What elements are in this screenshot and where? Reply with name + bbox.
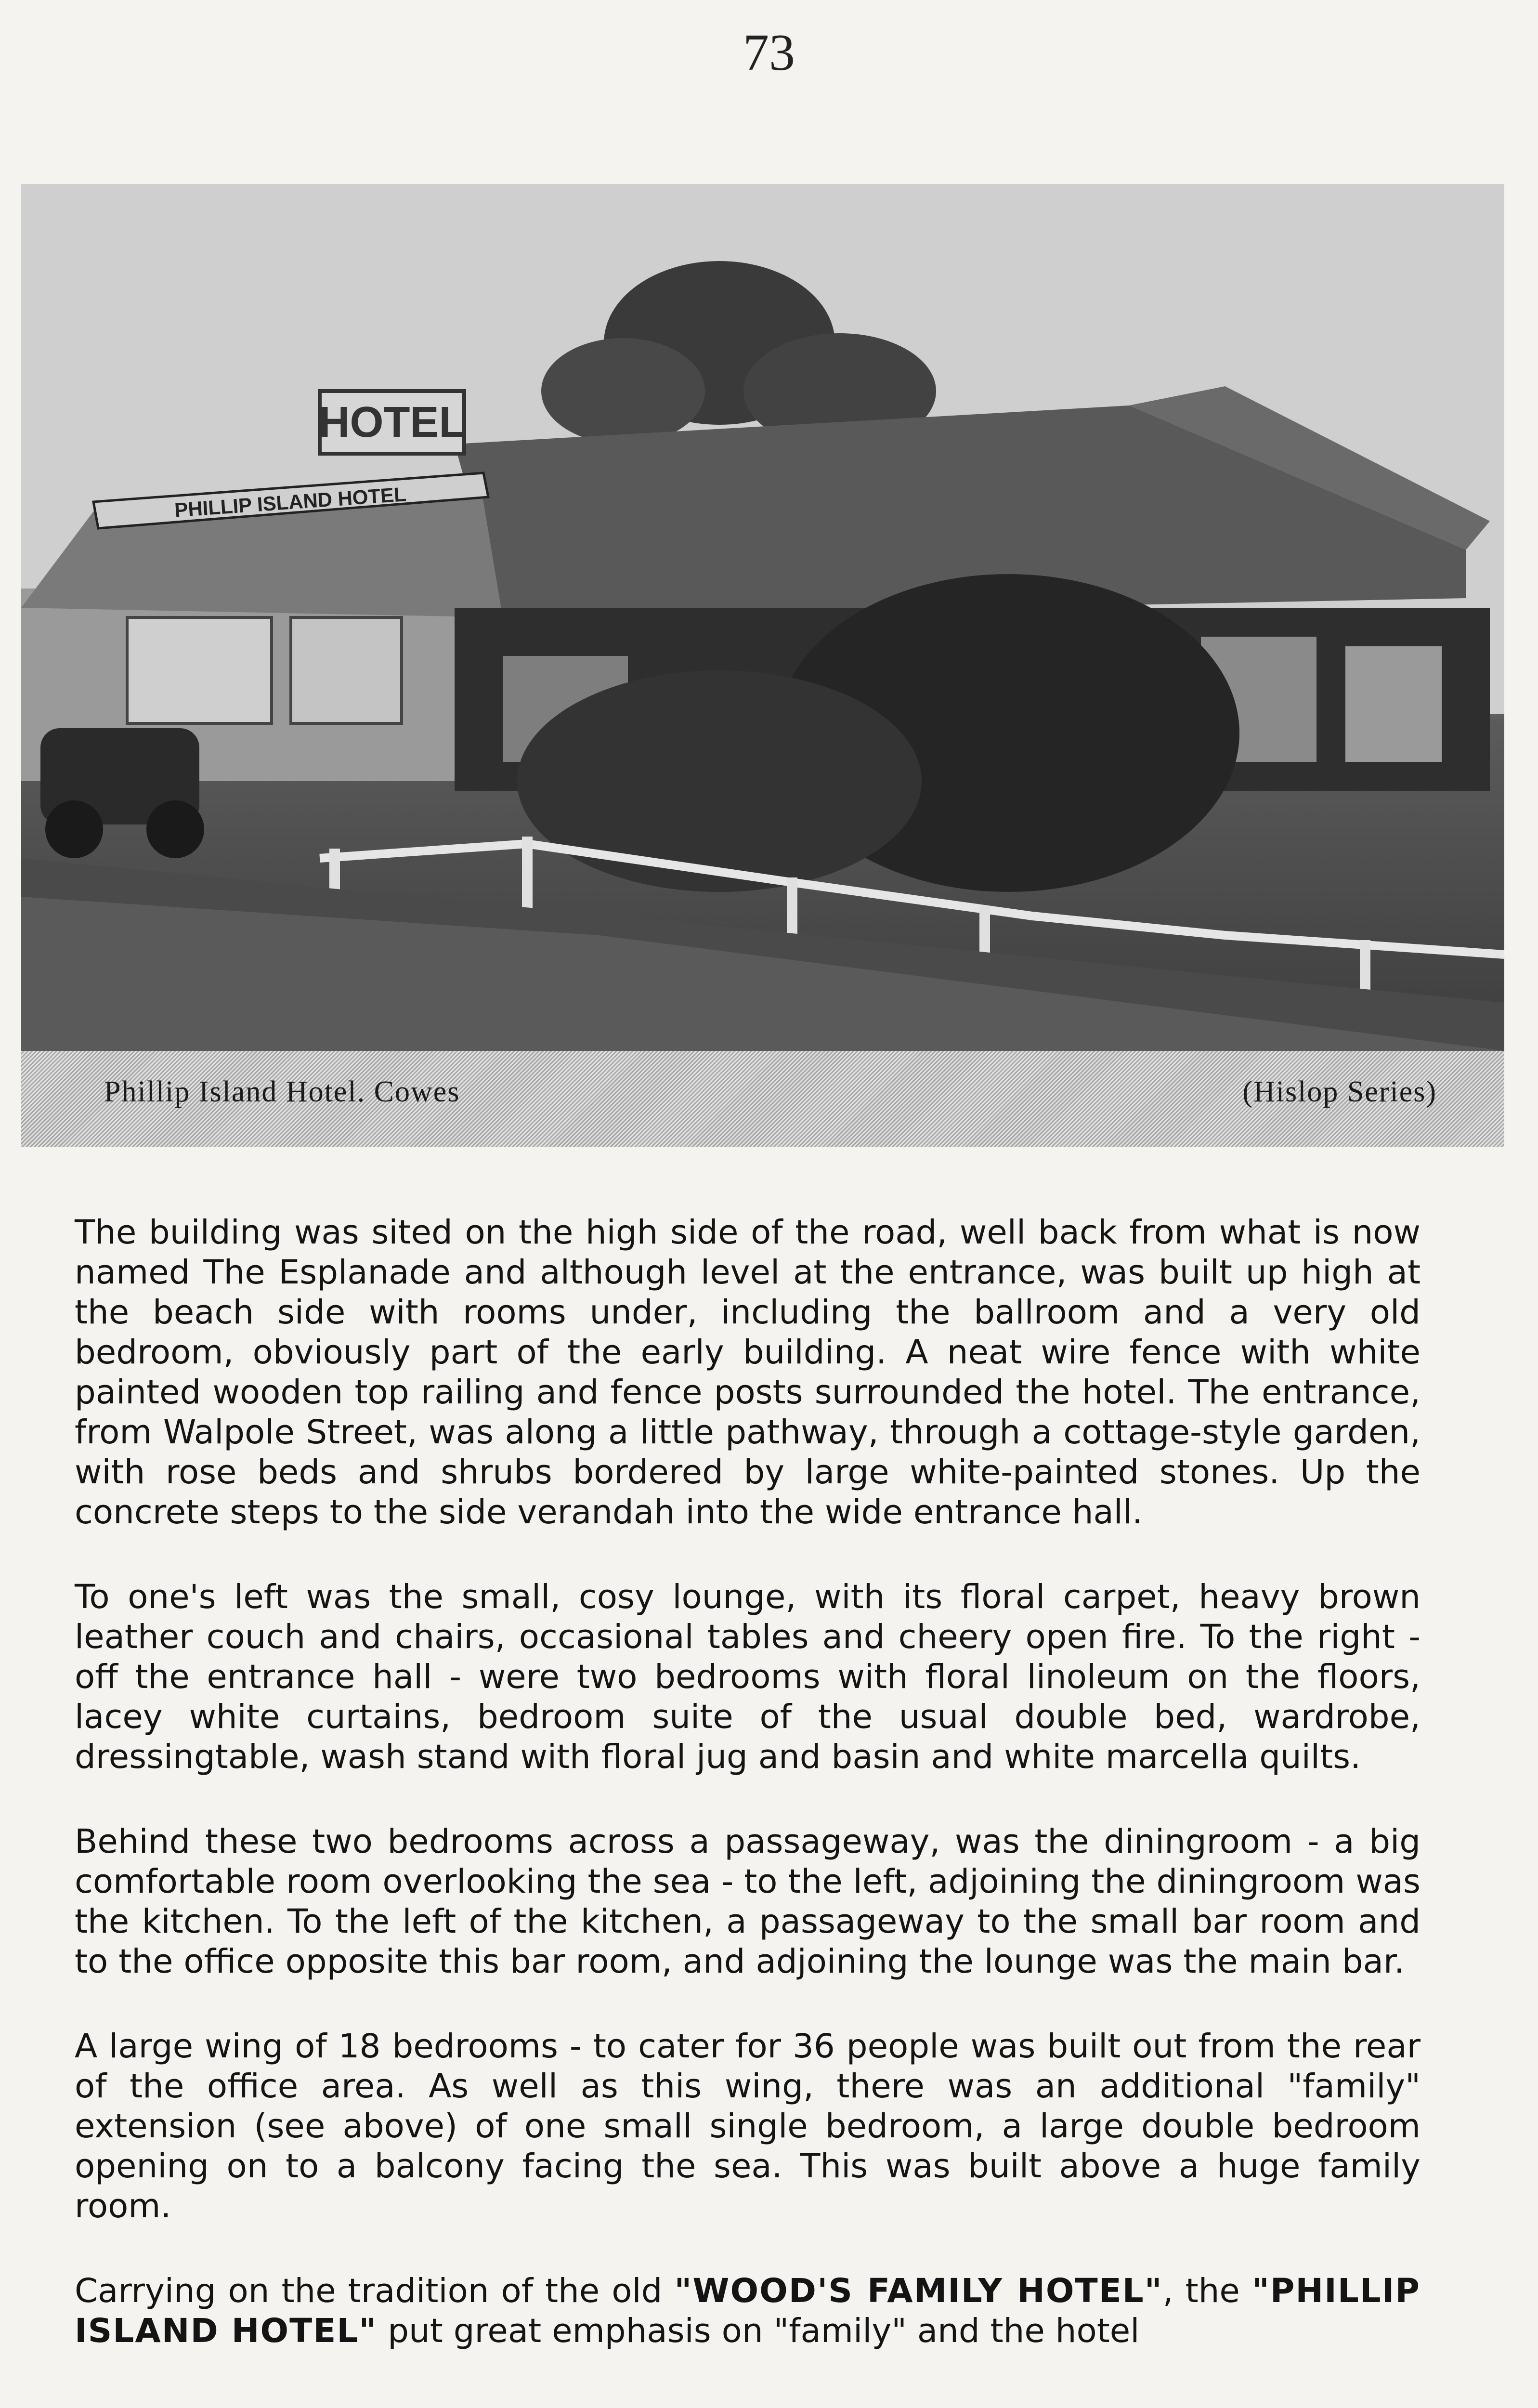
hotel-illustration (21, 184, 1504, 1051)
photo-image (21, 184, 1504, 1051)
paragraph-5-text-a: Carrying on the tradition of the old (75, 2272, 675, 2310)
paragraph-1: The building was sited on the high side of the road, well back from what is now named The Esplanade and although level at the entrance, was built up high at the beach side with rooms under, including the ballroom and a very old bedroom, obviously part of the early building. A neat wire fence with white painted wooden top railing and fence posts surrounded the hotel. The entrance, from Walpole Street, was along a little pathway, through a cottage-style garden, with rose beds and shrubs bordered by large white-painted stones. Up the concrete steps to the side verandah into the wide entrance hall. (75, 1213, 1421, 1531)
paragraph-4: A large wing of 18 bedrooms - to cater for 36 people was built out from the rear of the office area. As well as this wing, there was an additional "family" extension (see above) of one small single bedroom, a large double bedroom opening on to a balcony facing the sea. This was built above a huge family room. (75, 2027, 1421, 2225)
paragraph-2: To one's left was the small, cosy lounge, with its floral carpet, heavy brown leather couch and chairs, occasional tables and cheery open fire. To the right - off the entrance hall - were two bedrooms with floral linoleum on the floors, lacey white curtains, bedroom suite of the usual double bed, wardrobe, dressingtable, wash stand with floral jug and basin and white marcella quilts. (75, 1578, 1421, 1776)
paragraph-3: Behind these two bedrooms across a passageway, was the diningroom - a big comfortable room overlooking the sea - to the left, adjoining the diningroom was the kitchen. To the left of the kitchen, a passageway to the small bar room and to the office opposite this bar room, and adjoining the lounge was the main bar. (75, 1822, 1421, 1981)
paragraph-5-text-c: , the (1162, 2272, 1252, 2310)
body-text (75, 1213, 1421, 2396)
photo-credit: (Hislop Series) (1242, 1075, 1437, 1108)
hotel-photograph (21, 184, 1504, 1147)
facade-sign: PHILLIP ISLAND HOTEL (173, 483, 407, 522)
photo-caption: Phillip Island Hotel. Cowes (104, 1075, 460, 1108)
photo-caption-bar (21, 1051, 1504, 1147)
rooftop-sign: HOTEL (318, 398, 466, 446)
page-number: 73 (743, 24, 795, 81)
woods-family-hotel-name: "WOOD'S FAMILY HOTEL" (674, 2272, 1163, 2310)
paragraph-5-text-e: put great emphasis on "family" and the hotel (377, 2312, 1140, 2350)
phillip-island-hotel-name: "PHILLIP ISLAND HOTEL" (75, 2272, 1421, 2350)
paragraph-5 (75, 2271, 1421, 2351)
